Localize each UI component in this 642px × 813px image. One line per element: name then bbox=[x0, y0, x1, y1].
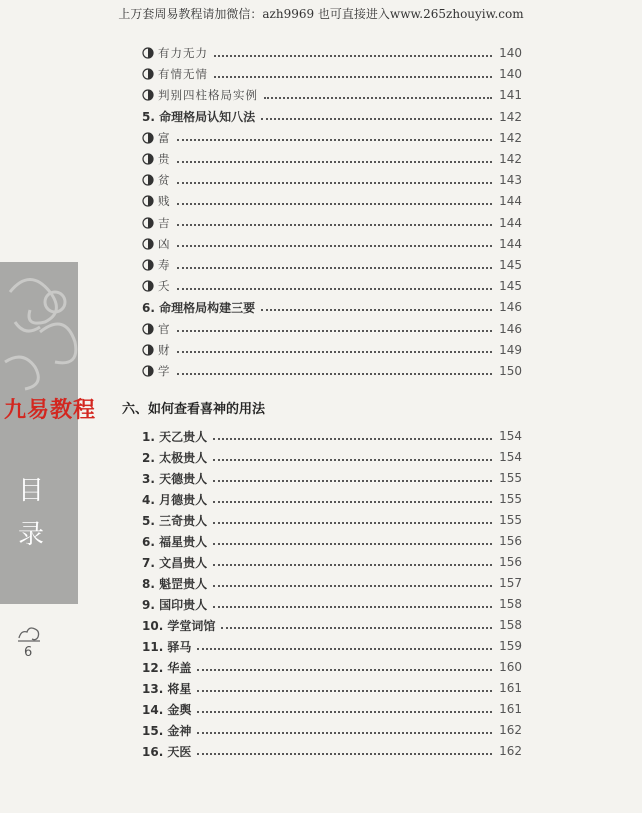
toc-entry-label: 7. 文昌贵人 bbox=[142, 555, 208, 570]
toc-entry-page: 162 bbox=[499, 744, 522, 758]
toc-entry-label: 贱 bbox=[158, 194, 171, 209]
toc-entry-label: 夭 bbox=[158, 279, 171, 294]
toc-entry bbox=[142, 213, 522, 233]
brand-logo-text: 九易教程 bbox=[4, 398, 97, 423]
half-circle-bullet-icon bbox=[142, 47, 154, 59]
cloud-pattern-icon bbox=[0, 262, 78, 604]
toc-entry-page: 142 bbox=[499, 152, 522, 166]
toc-entry bbox=[142, 107, 522, 127]
toc-entry-label: 14. 金舆 bbox=[142, 702, 192, 717]
leader-dots bbox=[213, 563, 492, 566]
half-circle-bullet-icon bbox=[142, 217, 154, 229]
leader-dots bbox=[177, 266, 493, 269]
toc-entry bbox=[142, 720, 522, 740]
leader-dots bbox=[197, 647, 492, 650]
toc-entry-label: 3. 天德贵人 bbox=[142, 471, 208, 486]
toc-entry-label: 贫 bbox=[158, 173, 171, 188]
leader-dots bbox=[177, 202, 493, 205]
toc-entry bbox=[142, 361, 522, 381]
toc-entry bbox=[142, 531, 522, 551]
toc-entry-page: 143 bbox=[499, 173, 522, 188]
leader-dots bbox=[177, 223, 493, 226]
toc-entry bbox=[142, 552, 522, 572]
leader-dots bbox=[214, 75, 492, 78]
toc-entry-page: 162 bbox=[499, 723, 522, 737]
leader-dots bbox=[213, 542, 492, 545]
toc-entry bbox=[142, 657, 522, 677]
leader-dots bbox=[214, 54, 492, 57]
toc-entry bbox=[142, 276, 522, 296]
half-circle-bullet-icon bbox=[142, 89, 154, 101]
toc-entry bbox=[142, 510, 522, 530]
leader-dots bbox=[197, 710, 492, 713]
half-circle-bullet-icon bbox=[142, 365, 154, 377]
toc-entry-label: 学 bbox=[158, 364, 171, 378]
half-circle-bullet-icon bbox=[142, 153, 154, 165]
leader-dots bbox=[177, 350, 493, 353]
toc-entry-label: 凶 bbox=[158, 236, 171, 251]
toc-entry bbox=[142, 191, 522, 211]
toc-entry-page: 146 bbox=[499, 321, 522, 336]
toc-entry bbox=[142, 340, 522, 360]
half-circle-bullet-icon bbox=[142, 132, 154, 144]
toc-entry-page: 140 bbox=[499, 46, 522, 60]
toc-entry-label: 官 bbox=[158, 321, 171, 336]
toc-entry bbox=[142, 149, 522, 169]
side-title-char-1: 目 bbox=[18, 476, 45, 506]
leader-dots bbox=[197, 752, 492, 755]
leader-dots bbox=[177, 287, 493, 290]
toc-entry bbox=[142, 573, 522, 593]
toc-entry-label: 10. 学堂词馆 bbox=[142, 618, 216, 633]
toc-entry-label: 1. 天乙贵人 bbox=[142, 429, 208, 444]
toc-entry-page: 150 bbox=[499, 364, 522, 378]
toc-entry-page: 158 bbox=[499, 618, 522, 632]
leader-dots bbox=[177, 244, 493, 247]
toc-entry-label: 有力无力 bbox=[158, 46, 208, 60]
toc-entry bbox=[142, 741, 522, 761]
toc-entry-label: 2. 太极贵人 bbox=[142, 450, 208, 465]
leader-dots bbox=[213, 605, 492, 608]
leader-dots bbox=[213, 437, 492, 440]
toc-entry-label: 13. 将星 bbox=[142, 681, 192, 696]
toc-entry-page: 144 bbox=[499, 215, 522, 230]
toc-entry bbox=[142, 297, 522, 317]
leader-dots bbox=[177, 138, 493, 141]
toc-entry-page: 161 bbox=[499, 702, 522, 716]
toc-entry-label: 贵 bbox=[158, 152, 171, 166]
toc-entry-label: 富 bbox=[158, 130, 171, 145]
toc-entry bbox=[142, 636, 522, 656]
toc-entry-label: 8. 魁罡贵人 bbox=[142, 576, 208, 591]
toc-entry bbox=[142, 468, 522, 488]
leader-dots bbox=[197, 689, 492, 692]
toc-entry bbox=[142, 64, 522, 84]
leader-dots bbox=[261, 117, 492, 120]
toc-entry-label: 6. 福星贵人 bbox=[142, 534, 208, 549]
leader-dots bbox=[197, 731, 492, 734]
toc-entry-label: 吉 bbox=[158, 215, 171, 230]
cloud-ornament-icon bbox=[16, 624, 42, 644]
leader-dots bbox=[177, 160, 493, 163]
toc-entry-label: 有情无情 bbox=[158, 67, 208, 82]
half-circle-bullet-icon bbox=[142, 280, 154, 292]
toc-entry bbox=[142, 319, 522, 339]
toc-entry bbox=[142, 426, 522, 446]
toc-entry bbox=[142, 594, 522, 614]
toc-entry-page: 155 bbox=[499, 513, 522, 527]
toc-entry-label: 12. 华盖 bbox=[142, 660, 192, 675]
toc-entry-label: 9. 国印贵人 bbox=[142, 597, 208, 612]
toc-entry-page: 155 bbox=[499, 492, 522, 506]
toc-entry-page: 156 bbox=[499, 555, 522, 569]
leader-dots bbox=[221, 626, 492, 629]
toc-entry bbox=[142, 489, 522, 509]
page-number: 6 bbox=[24, 645, 33, 660]
leader-dots bbox=[264, 96, 492, 99]
side-panel bbox=[0, 262, 78, 604]
toc-entry-label: 4. 月德贵人 bbox=[142, 492, 208, 507]
toc-entry-page: 154 bbox=[499, 450, 522, 464]
toc-entry-label: 16. 天医 bbox=[142, 744, 192, 759]
toc-entry-page: 149 bbox=[499, 342, 522, 357]
leader-dots bbox=[213, 479, 492, 482]
half-circle-bullet-icon bbox=[142, 174, 154, 186]
toc-entry bbox=[142, 85, 522, 105]
toc-entry bbox=[142, 699, 522, 719]
toc-entry bbox=[142, 447, 522, 467]
leader-dots bbox=[213, 584, 492, 587]
leader-dots bbox=[213, 458, 492, 461]
toc-entry-page: 142 bbox=[499, 109, 522, 124]
toc-entry-label: 11. 驿马 bbox=[142, 639, 192, 654]
toc-entry-page: 160 bbox=[499, 660, 522, 674]
toc-entry bbox=[142, 615, 522, 635]
toc-entry-page: 154 bbox=[499, 429, 522, 443]
leader-dots bbox=[213, 521, 492, 524]
toc-entry-page: 144 bbox=[499, 236, 522, 251]
half-circle-bullet-icon bbox=[142, 323, 154, 335]
toc-entry-label: 5. 命理格局认知八法 bbox=[142, 110, 256, 125]
half-circle-bullet-icon bbox=[142, 195, 154, 207]
toc-entry-page: 159 bbox=[499, 639, 522, 653]
toc-entry-page: 145 bbox=[499, 279, 522, 294]
toc-entry-page: 161 bbox=[499, 681, 522, 695]
toc-entry-page: 142 bbox=[499, 130, 522, 145]
toc-entry-label: 寿 bbox=[158, 258, 171, 272]
leader-dots bbox=[213, 500, 492, 503]
toc-entry-label: 6. 命理格局构建三要 bbox=[142, 300, 256, 315]
leader-dots bbox=[177, 372, 493, 375]
toc-entry-label: 15. 金神 bbox=[142, 723, 192, 738]
toc-entry-page: 141 bbox=[499, 88, 522, 103]
toc-entry-page: 156 bbox=[499, 534, 522, 548]
leader-dots bbox=[261, 308, 492, 311]
toc-entry-page: 145 bbox=[499, 258, 522, 272]
toc-entry bbox=[142, 255, 522, 275]
side-title-char-2: 录 bbox=[18, 520, 45, 550]
toc-entry-page: 158 bbox=[499, 597, 522, 611]
toc-entry bbox=[142, 678, 522, 698]
toc-entry bbox=[142, 43, 522, 63]
leader-dots bbox=[177, 181, 493, 184]
leader-dots bbox=[177, 329, 493, 332]
half-circle-bullet-icon bbox=[142, 68, 154, 80]
watermark-text: 上万套周易教程请加微信：azh9969 也可直接进入www.265zhouyiw.com bbox=[118, 7, 524, 21]
toc-entry bbox=[142, 234, 522, 254]
toc-entry-page: 157 bbox=[499, 576, 522, 590]
half-circle-bullet-icon bbox=[142, 344, 154, 356]
half-circle-bullet-icon bbox=[142, 238, 154, 250]
toc-entry-label: 财 bbox=[158, 342, 171, 357]
toc-entry bbox=[142, 128, 522, 148]
section-heading: 六、如何查看喜神的用法 bbox=[122, 402, 266, 417]
toc-entry-page: 140 bbox=[499, 67, 522, 82]
toc-entry-page: 146 bbox=[499, 300, 522, 315]
toc-entry-page: 144 bbox=[499, 194, 522, 209]
leader-dots bbox=[197, 668, 492, 671]
toc-entry bbox=[142, 170, 522, 190]
toc-entry-label: 判别四柱格局实例 bbox=[158, 88, 258, 103]
toc-entry-page: 155 bbox=[499, 471, 522, 485]
toc-entry-label: 5. 三奇贵人 bbox=[142, 513, 208, 528]
half-circle-bullet-icon bbox=[142, 259, 154, 271]
